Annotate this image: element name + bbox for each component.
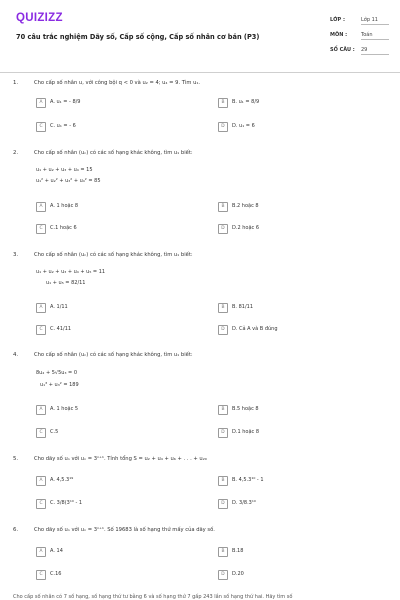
question-number: 5.	[13, 456, 19, 462]
subject-value: Toán	[361, 32, 389, 40]
option-letter-box: A	[36, 405, 46, 415]
option-text: A. 1 hoặc 8	[50, 203, 79, 209]
question-number: 3.	[13, 252, 19, 258]
option-text: B.2 hoặc 8	[232, 203, 259, 209]
formula-line: u₁³ + u₃² = 189	[40, 382, 79, 388]
class-value: Lớp 11	[361, 17, 389, 25]
option-letter-box: D	[218, 224, 228, 234]
option-letter-box: B	[218, 476, 228, 486]
option-letter-box: D	[218, 122, 228, 132]
worksheet-title: 70 câu trắc nghiệm Dãy số, Cấp số cộng, Cấp số nhân cơ bản (P3)	[16, 33, 260, 41]
question-text: Cho dãy số uₙ với uₙ = 3ⁿ⁺¹. Tính tổng S = u₂ + u₄ + u₆ + . . . + u₂₀	[34, 456, 207, 462]
option-text: D. 3/8.3¹⁰	[232, 500, 256, 506]
option-text: D.2 hoặc 6	[232, 225, 260, 231]
option-letter-box: C	[36, 499, 46, 509]
option-text: A. u₁ = - 8/9	[50, 99, 81, 105]
option-text: C.16	[50, 571, 62, 577]
option-text: A. 14	[50, 548, 63, 554]
question-text: Cho cấp số nhân u, với công bội q < 0 và u₂ = 4; u₄ = 9. Tìm u₁.	[34, 80, 201, 86]
option-letter-box: C	[36, 122, 46, 132]
question-text: Cho cấp số nhân (uₙ) có các số hạng khác không, tìm u₁ biết:	[34, 150, 193, 156]
quizizz-logo: QUIZIZZ	[16, 12, 63, 24]
option-letter-box: A	[36, 98, 46, 108]
question-number: 4.	[13, 352, 19, 358]
option-letter-box: A	[36, 202, 46, 212]
option-letter-box: B	[218, 202, 228, 212]
option-letter-box: B	[218, 547, 228, 557]
option-letter-box: C	[36, 428, 46, 438]
question-count-value: 29	[361, 47, 389, 55]
option-text: B.18	[232, 548, 244, 554]
option-text: A. 4,5.3¹⁹	[50, 477, 74, 483]
option-text: C.1 hoặc 6	[50, 225, 77, 231]
option-text: B. u₁ = 8/9	[232, 99, 260, 105]
option-text: A. 1 hoặc 5	[50, 406, 79, 412]
header-divider	[0, 72, 400, 73]
worksheet-header	[0, 0, 400, 72]
option-text: D.20	[232, 571, 244, 577]
question-text: Cho cấp số nhân (uₙ) có các số hạng khác không, tìm u₁ biết:	[34, 252, 193, 258]
formula-line: u₁ + u₅ = 82/11	[46, 280, 86, 286]
option-letter-box: C	[36, 325, 46, 335]
question-number: 6.	[13, 527, 19, 533]
option-text: D. u₁ = 6	[232, 123, 255, 129]
option-text: D.1 hoặc 8	[232, 429, 260, 435]
question-text: Cho dãy số uₙ với uₙ = 3ⁿ⁺¹. Số 19683 là số hạng thứ mấy của dãy số.	[34, 527, 215, 533]
option-letter-box: D	[218, 570, 228, 580]
option-text: C. 3/8(3¹⁰ - 1	[50, 500, 83, 506]
option-text: B. 4,5.3¹⁰ - 1	[232, 477, 264, 483]
option-letter-box: D	[218, 325, 228, 335]
formula-line: u₁ + u₂ + u₃ + u₄ + u₅ = 11	[36, 269, 106, 275]
option-text: C.5	[50, 429, 59, 435]
option-text: B.5 hoặc 8	[232, 406, 259, 412]
option-text: B. 81/11	[232, 304, 254, 310]
option-letter-box: A	[36, 547, 46, 557]
subject-label: MÔN :	[330, 32, 348, 38]
option-letter-box: B	[218, 405, 228, 415]
formula-line: u₁² + u₂² + u₃² + u₄² = 85	[36, 178, 101, 184]
option-text: C. u₁ = - 6	[50, 123, 76, 129]
option-letter-box: C	[36, 570, 46, 580]
option-text: D. Cả A và B đúng	[232, 326, 278, 332]
option-letter-box: A	[36, 476, 46, 486]
question-count-label: SỐ CÂU :	[330, 47, 355, 53]
option-letter-box: C	[36, 224, 46, 234]
formula-line: 8u₂ + 5√5u₃ = 0	[36, 370, 77, 376]
next-question-cutoff: Cho cấp số nhân có 7 số hạng, số hạng thứ tư bằng 6 và số hạng thứ 7 gấp 243 lần số hạng thứ hai. Hãy tìm số	[13, 594, 293, 600]
option-letter-box: A	[36, 303, 46, 313]
question-number: 2.	[13, 150, 19, 156]
option-letter-box: D	[218, 428, 228, 438]
question-text: Cho cấp số nhân (uₙ) có các số hạng khác không, tìm u₁ biết:	[34, 352, 193, 358]
option-text: A. 1/11	[50, 304, 68, 310]
option-text: C. 41/11	[50, 326, 72, 332]
question-number: 1.	[13, 80, 19, 86]
option-letter-box: B	[218, 98, 228, 108]
class-label: LỚP :	[330, 17, 345, 23]
option-letter-box: D	[218, 499, 228, 509]
option-letter-box: B	[218, 303, 228, 313]
formula-line: u₁ + u₂ + u₃ + u₄ = 15	[36, 167, 93, 173]
